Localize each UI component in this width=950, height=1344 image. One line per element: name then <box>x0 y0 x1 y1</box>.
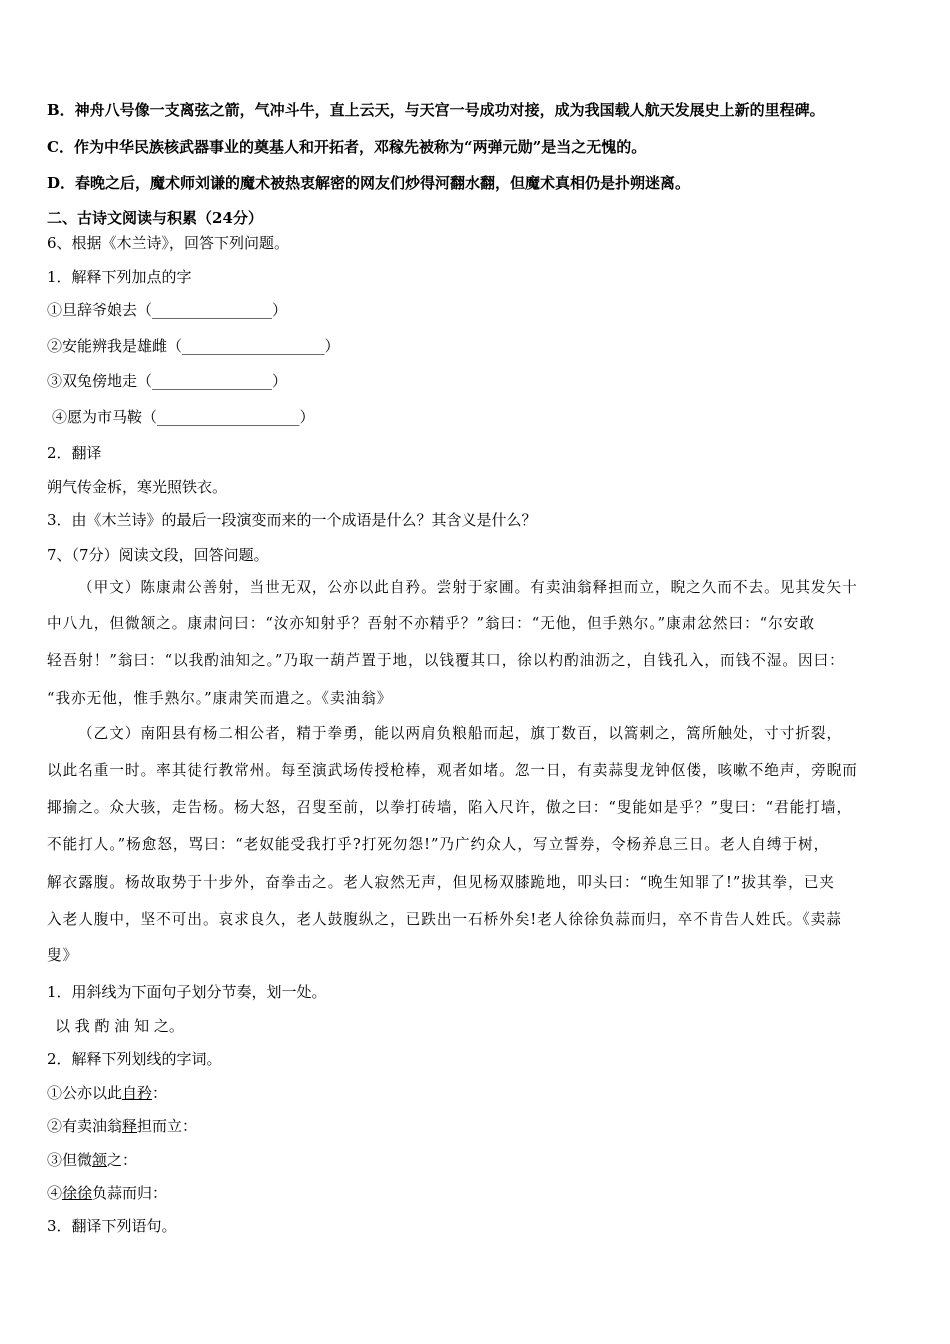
word-item-2: ②有卖油翁释担而立： <box>47 1117 198 1135</box>
option-d: D．春晚之后，魔术师刘谦的魔术被热衷解密的网友们炒得河翻水翻，但魔术真相仍是扑朔迷离。 <box>47 174 691 192</box>
passage-b-line: （乙文）南阳县有杨二相公者，精于拳勇，能以两肩负粮船而起，旗丁数百，以篙刺之，篙所触处，寸寸折裂， <box>78 725 843 742</box>
question-6-sub-2: 2．翻译 <box>47 444 102 462</box>
underlined-word: 自矜 <box>122 1084 153 1102</box>
question-7-sub-1: 1．用斜线为下面句子划分节奏，划一处。 <box>47 983 327 1001</box>
rhythm-sentence: 以 我 酌 油 知 之。 <box>55 1017 184 1035</box>
word-item-4: ④徐徐负蒜而归： <box>47 1184 168 1202</box>
question-6-item-2: ②安能辨我是雄雌（___________________） <box>47 337 340 355</box>
passage-b-line: 不能打人。”杨愈怒，骂曰：“老奴能受我打乎?打死勿怨!”乃广约众人，写立誓券，令杨养息三日。老人自缚于树， <box>47 836 830 853</box>
option-b: B．神舟八号像一支离弦之箭，气冲斗牛，直上云天，与天宫一号成功对接，成为我国载人航天发展史上新的里程碑。 <box>47 101 825 119</box>
passage-b-line: 叟》 <box>47 947 79 964</box>
question-7-sub-2: 2．解释下列划线的字词。 <box>47 1050 222 1068</box>
underlined-word: 颔 <box>92 1151 108 1169</box>
passage-b-line: 入老人腹中，坚不可出。哀求良久，老人鼓腹纵之，已跌出一石桥外矣!老人徐徐负蒜而归，卒不肯告人姓氏。《卖蒜 <box>47 911 842 928</box>
question-7-stem: 7、（7分）阅读文段，回答问题。 <box>47 546 269 564</box>
question-6-item-1: ①旦辞爷娘去（________________） <box>47 301 288 319</box>
question-6-translate-line: 朔气传金柝，寒光照铁衣。 <box>47 478 228 496</box>
option-c: C．作为中华民族核武器事业的奠基人和开拓者，邓稼先被称为“两弹元勋”是当之无愧的。 <box>47 138 647 156</box>
passage-a-line: “我亦无他，惟手熟尔。”康肃笑而遣之。《卖油翁》 <box>47 690 393 707</box>
underlined-word: 徐徐 <box>62 1184 93 1202</box>
question-6-item-3: ③双兔傍地走（________________） <box>47 372 288 390</box>
question-6-sub-1: 1．解释下列加点的字 <box>47 268 192 286</box>
word-item-1: ①公亦以此自矜： <box>47 1084 168 1102</box>
question-6-sub-3: 3．由《木兰诗》的最后一段演变而来的一个成语是什么？其含义是什么？ <box>47 511 537 529</box>
passage-b-line: 解衣露腹。杨故取势于十步外，奋拳击之。老人寂然无声，但见杨双膝跪地，叩头曰：“晚生知罪了!”拔其拳，已夹 <box>47 874 835 891</box>
passage-b-line: 揶揄之。众大骇，走告杨。杨大怒，召叟至前，以拳打砖墙，陷入尺许，傲之曰：“叟能如是乎？”叟曰：“君能打墙， <box>47 799 853 816</box>
passage-a-line: 中八九，但微颔之。康肃问曰：“汝亦知射乎？吾射不亦精乎？”翁曰：“无他，但手熟尔。”康肃忿然曰：“尔安敢 <box>47 615 815 632</box>
word-item-3: ③但微颔之： <box>47 1151 138 1169</box>
question-6-stem: 6、根据《木兰诗》，回答下列问题。 <box>47 234 290 252</box>
passage-a-line: （甲文）陈康肃公善射，当世无双，公亦以此自矜。尝射于家圃。有卖油翁释担而立，睨之久而不去。见其发矢十 <box>78 579 858 596</box>
question-7-sub-3: 3．翻译下列语句。 <box>47 1217 177 1235</box>
passage-b-line: 以此名重一时。率其徒行教常州。每至演武场传授枪棒，观者如堵。忽一日，有卖蒜叟龙钟伛偻，咳嗽不绝声，旁睨而 <box>47 762 858 779</box>
section-heading: 二、古诗文阅读与积累（24分） <box>47 209 263 227</box>
question-6-item-4: ④愿为市马鞍（___________________） <box>52 408 315 426</box>
underlined-word: 释 <box>122 1117 138 1135</box>
passage-a-line: 轻吾射！”翁曰：“以我酌油知之。”乃取一葫芦置于地，以钱覆其口，徐以杓酌油沥之，自钱孔入，而钱不湿。因曰： <box>47 652 845 669</box>
